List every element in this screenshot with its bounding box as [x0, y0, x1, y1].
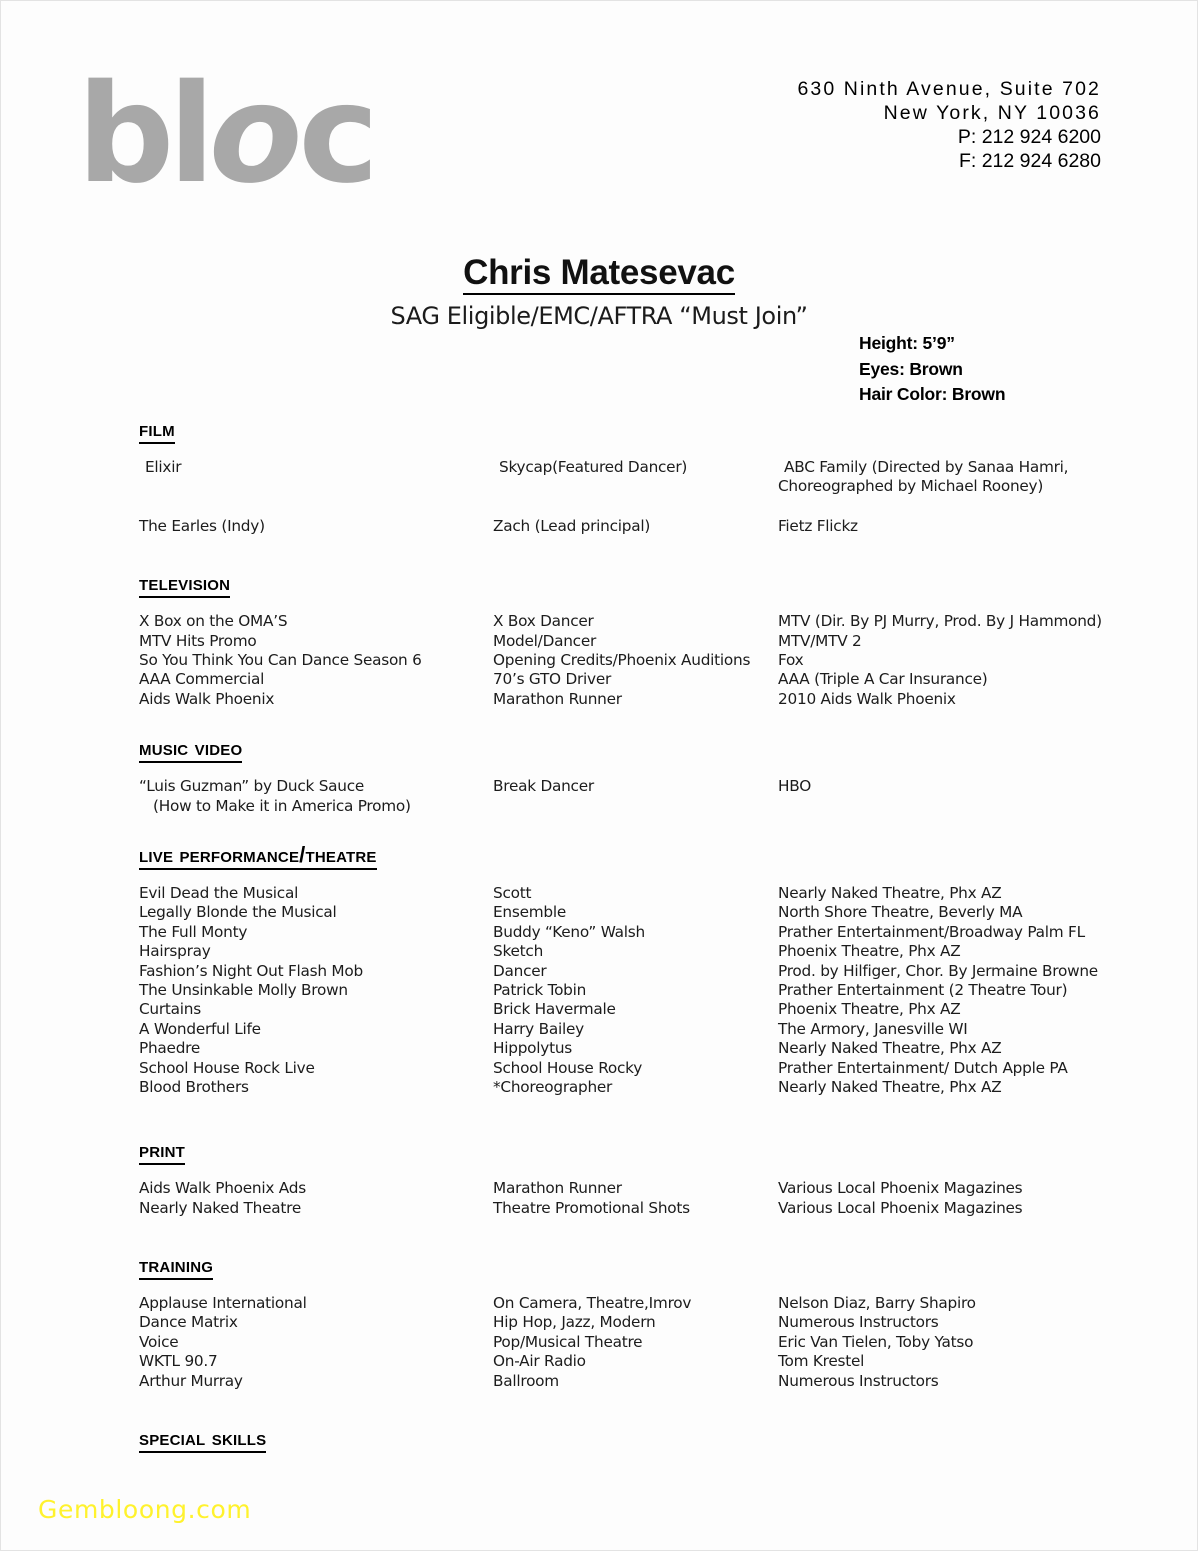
credit-role: Hip Hop, Jazz, Modern: [493, 1313, 656, 1332]
credit-row: [139, 1020, 1119, 1039]
credit-role: Pop/Musical Theatre: [493, 1332, 643, 1351]
stat-height: Height: 5’9”: [859, 333, 955, 353]
bloc-logo: [77, 56, 374, 214]
credit-role: Model/Dancer: [493, 631, 597, 650]
credit-title: The Unsinkable Molly Brown: [139, 980, 348, 999]
credit-role: Marathon Runner: [493, 1179, 622, 1198]
section-rows-training: [139, 1294, 1119, 1391]
section-print: [139, 1137, 1119, 1218]
section-gap: [139, 536, 1119, 570]
section-gap: [139, 1097, 1119, 1137]
credit-company: North Shore Theatre, Beverly MA: [778, 903, 1023, 922]
credit-role: Sketch: [493, 942, 544, 961]
credit-row: [139, 1000, 1119, 1019]
credit-title: AAA Commercial: [139, 670, 265, 689]
credit-row-continuation: [139, 797, 1119, 816]
credit-role: Brick Havermale: [493, 1000, 616, 1019]
credit-company: The Armory, Janesville WI: [778, 1019, 968, 1038]
credit-title: Evil Dead the Musical: [139, 883, 299, 902]
section-heading-training: training: [139, 1252, 213, 1280]
stat-hair: Hair Color: Brown: [859, 384, 1006, 405]
credit-title: Nearly Naked Theatre: [139, 1198, 301, 1217]
section-gap: [139, 816, 1119, 842]
credit-row: [139, 1199, 1119, 1218]
credit-company: MTV (Dir. By PJ Murry, Prod. By J Hammond): [778, 612, 1102, 631]
section-heading-print: print: [139, 1137, 185, 1165]
section-rows-music-video: [139, 777, 1119, 816]
credit-company: Various Local Phoenix Magazines: [778, 1179, 1023, 1198]
section-rows-television: [139, 612, 1119, 709]
credit-title: “Luis Guzman” by Duck Sauce: [139, 777, 365, 796]
credit-row: [139, 1039, 1119, 1058]
credit-company: Various Local Phoenix Magazines: [778, 1198, 1023, 1217]
credit-role: Hippolytus: [493, 1039, 572, 1058]
section-gap: [139, 1218, 1119, 1252]
section-film: [139, 416, 1119, 536]
credit-row: [139, 1352, 1119, 1371]
address-city-state-zip: New York, NY 10036: [883, 102, 1101, 124]
credit-title: Aids Walk Phoenix: [139, 689, 275, 708]
credit-company: 2010 Aids Walk Phoenix: [778, 689, 956, 708]
credit-company: Tom Krestel: [778, 1352, 865, 1371]
credit-company: Phoenix Theatre, Phx AZ: [778, 942, 961, 961]
credit-row: [139, 942, 1119, 961]
credit-title: Legally Blonde the Musical: [139, 903, 337, 922]
section-training: [139, 1252, 1119, 1391]
credit-company: Prather Entertainment/Broadway Palm FL: [778, 922, 1085, 941]
section-heading-music-video: music video: [139, 735, 242, 763]
section-live-performance-theatre: [139, 842, 1119, 1097]
candidate-name-block: [1, 253, 1197, 330]
agency-fax: F: 212 924 6280: [958, 150, 1101, 172]
credit-role: Theatre Promotional Shots: [493, 1198, 690, 1217]
credit-role: Patrick Tobin: [493, 980, 587, 999]
credit-role: Marathon Runner: [493, 689, 622, 708]
credit-title: Elixir: [145, 457, 182, 476]
credit-title: X Box on the OMA’S: [139, 612, 288, 631]
credit-row: [139, 1333, 1119, 1352]
credit-row: [139, 1294, 1119, 1313]
credit-role: Skycap(Featured Dancer): [499, 457, 688, 476]
logo-bl: bl: [77, 56, 209, 214]
section-rows-live-performance-theatre: [139, 884, 1119, 1097]
agency-address: [797, 77, 1101, 173]
credit-company: Nearly Naked Theatre, Phx AZ: [778, 1039, 1002, 1058]
credit-row: [139, 777, 1119, 796]
credit-title: A Wonderful Life: [139, 1019, 261, 1038]
logo-c: c: [298, 56, 374, 214]
credit-title: Voice: [139, 1332, 179, 1351]
credit-title: Arthur Murray: [139, 1371, 243, 1390]
credit-company: Nearly Naked Theatre, Phx AZ: [778, 883, 1002, 902]
resume-body: [139, 416, 1119, 1453]
credit-row: [139, 632, 1119, 651]
credit-title: Aids Walk Phoenix Ads: [139, 1179, 306, 1198]
credit-role: On Camera, Theatre,Imrov: [493, 1294, 692, 1313]
section-heading-film: film: [139, 416, 175, 444]
credit-company: Prod. by Hilfiger, Chor. By Jermaine Browne: [778, 961, 1098, 980]
credit-role: X Box Dancer: [493, 612, 594, 631]
credit-company: Phoenix Theatre, Phx AZ: [778, 1000, 961, 1019]
section-music-video: [139, 735, 1119, 816]
credit-role: *Choreographer: [493, 1077, 613, 1096]
section-heading-special-skills: special skills: [139, 1425, 266, 1453]
watermark: Gembloong.com: [38, 1495, 252, 1524]
credit-row: [139, 1313, 1119, 1332]
section-heading-live-performance-theatre: live performance/theatre: [139, 842, 377, 870]
address-street: 630 Ninth Avenue, Suite 702: [797, 78, 1101, 100]
credit-role: On-Air Radio: [493, 1352, 586, 1371]
section-gap: [139, 709, 1119, 735]
credit-role: School House Rocky: [493, 1058, 643, 1077]
credit-row: [139, 923, 1119, 942]
credit-title: Fashion’s Night Out Flash Mob: [139, 961, 363, 980]
credit-company: Fox: [778, 650, 804, 669]
credit-role: Opening Credits/Phoenix Auditions: [493, 650, 751, 669]
credit-title-line2: (How to Make it in America Promo): [153, 796, 411, 815]
credit-row: [139, 458, 1119, 477]
credit-row: [139, 1078, 1119, 1097]
credit-title: Hairspray: [139, 942, 211, 961]
candidate-unions: SAG Eligible/EMC/AFTRA “Must Join”: [390, 302, 808, 331]
credit-company: Nelson Diaz, Barry Shapiro: [778, 1294, 976, 1313]
credit-role: Ballroom: [493, 1371, 559, 1390]
credit-role: 70’s GTO Driver: [493, 670, 612, 689]
credit-row: [139, 517, 1119, 536]
credit-row: [139, 690, 1119, 709]
credit-role: Ensemble: [493, 903, 567, 922]
credit-title: School House Rock Live: [139, 1058, 315, 1077]
credit-company: Numerous Instructors: [778, 1313, 939, 1332]
credit-role: Dancer: [493, 961, 547, 980]
credit-row: [139, 903, 1119, 922]
credit-title: The Full Monty: [139, 922, 248, 941]
credit-role: Harry Bailey: [493, 1019, 584, 1038]
credit-company: MTV/MTV 2: [778, 631, 862, 650]
credit-row: [139, 1179, 1119, 1198]
credit-row: [139, 884, 1119, 903]
credit-role: Scott: [493, 883, 532, 902]
logo-o-italic: o: [208, 56, 299, 214]
candidate-name: Chris Matesevac: [463, 253, 735, 295]
credit-row: [139, 962, 1119, 981]
credit-company: Numerous Instructors: [778, 1371, 939, 1390]
credit-company: ABC Family (Directed by Sanaa Hamri,: [784, 457, 1069, 476]
section-heading-television: television: [139, 570, 230, 598]
section-rows-film: [139, 458, 1119, 536]
credit-row: [139, 651, 1119, 670]
row-gap: [139, 497, 1119, 517]
credit-company: HBO: [778, 777, 812, 796]
credit-row: [139, 1372, 1119, 1391]
credit-title: MTV Hits Promo: [139, 631, 257, 650]
credit-company: Eric Van Tielen, Toby Yatso: [778, 1332, 974, 1351]
credit-role: Break Dancer: [493, 777, 594, 796]
credit-company: Prather Entertainment/ Dutch Apple PA: [778, 1058, 1068, 1077]
credit-company: Nearly Naked Theatre, Phx AZ: [778, 1077, 1002, 1096]
credit-company: Prather Entertainment (2 Theatre Tour): [778, 980, 1068, 999]
credit-company: AAA (Triple A Car Insurance): [778, 670, 988, 689]
credit-title: Phaedre: [139, 1039, 201, 1058]
section-special-skills: [139, 1425, 1119, 1453]
credit-company: Fietz Flickz: [778, 516, 858, 535]
page-header: [1, 1, 1197, 231]
section-gap: [139, 1391, 1119, 1425]
credit-row: [139, 612, 1119, 631]
physical-stats: [859, 331, 1005, 408]
credit-title: Blood Brothers: [139, 1077, 249, 1096]
agency-phone: P: 212 924 6200: [957, 126, 1101, 148]
credit-title: WKTL 90.7: [139, 1352, 218, 1371]
credit-row: [139, 981, 1119, 1000]
credit-row: [139, 670, 1119, 689]
credit-title: Applause International: [139, 1294, 307, 1313]
credit-row: [139, 1059, 1119, 1078]
credit-company-line2: Choreographed by Michael Rooney): [778, 477, 1044, 496]
section-rows-print: [139, 1179, 1119, 1218]
credit-title: Dance Matrix: [139, 1313, 238, 1332]
credit-title: Curtains: [139, 1000, 201, 1019]
credit-title: The Earles (Indy): [139, 516, 265, 535]
credit-row-continuation: [139, 477, 1119, 496]
section-television: [139, 570, 1119, 709]
stat-eyes: Eyes: Brown: [859, 358, 963, 379]
credit-role: Buddy “Keno” Walsh: [493, 922, 645, 941]
credit-role: Zach (Lead principal): [493, 516, 651, 535]
credit-title: So You Think You Can Dance Season 6: [139, 650, 422, 669]
